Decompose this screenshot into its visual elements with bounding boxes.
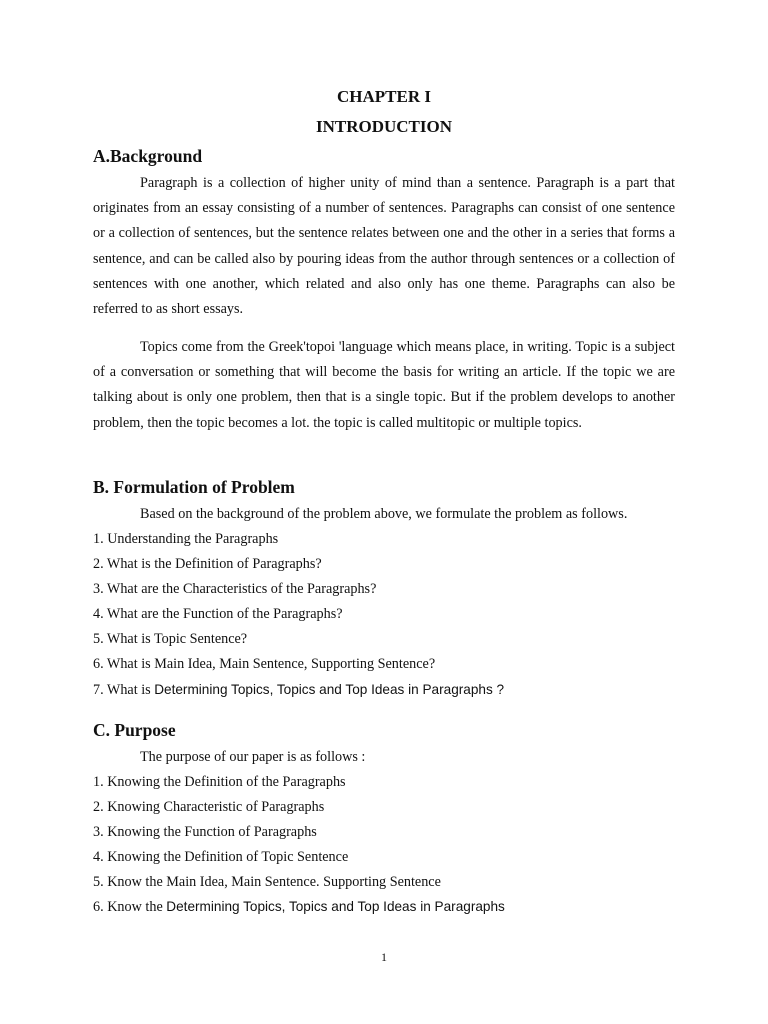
formulation-item-2: 2. What is the Definition of Paragraphs? <box>93 556 322 572</box>
purpose-item-1: 1. Knowing the Definition of the Paragraphs <box>93 774 346 790</box>
formulation-item-6: 6. What is Main Idea, Main Sentence, Supporting Sentence? <box>93 656 436 672</box>
purpose-item-5: 5. Know the Main Idea, Main Sentence. Supporting Sentence <box>93 874 441 890</box>
purpose-item-3: 3. Knowing the Function of Paragraphs <box>93 824 317 840</box>
formulation-intro: Based on the background of the problem above, we formulate the problem as follows. <box>140 506 628 522</box>
chapter-title: INTRODUCTION <box>315 117 453 136</box>
formulation-item-7-topic: Determining Topics, Topics and Top Ideas in Paragraphs ? <box>154 682 505 697</box>
formulation-item-5: 5. What is Topic Sentence? <box>93 631 248 647</box>
chapter-number: CHAPTER I <box>337 87 431 106</box>
background-paragraph-2: Topics come from the Greek'topoi 'language which means place, in writing. Topic is a subject of a conversation or something that will become the basis for writing an article. If the topic we are talking about is only one problem, then that is a single topic. But if the problem develops to another problem, then the topic becomes a lot. the topic is called multitopic or multiple topics. <box>93 339 675 431</box>
purpose-item-6 <box>93 899 505 916</box>
purpose-heading: C. Purpose <box>93 720 176 740</box>
formulation-item-3: 3. What are the Characteristics of the Paragraphs? <box>93 581 377 597</box>
purpose-item-2: 2. Knowing Characteristic of Paragraphs <box>93 799 325 815</box>
purpose-intro: The purpose of our paper is as follows : <box>140 749 366 765</box>
formulation-item-4: 4. What are the Function of the Paragraphs? <box>93 606 343 622</box>
background-paragraph-1: Paragraph is a collection of higher unity of mind than a sentence. Paragraph is a part that originates from an essay consisting of a number of sentences. Paragraphs can consist of one sentence or a collection of sentences, but the sentence relates between one and the other in a series that forms a sentence, and can be called also by pouring ideas from the author through sentences or a collection of sentences with one another, which related and also only has one theme. Paragraphs can also be referred to as short essays. <box>93 175 675 318</box>
page-number: 1 <box>381 950 387 964</box>
purpose-item-6-prefix: 6. Know the <box>93 899 167 915</box>
purpose-item-6-topic: Determining Topics, Topics and Top Ideas in Paragraphs <box>166 899 505 914</box>
formulation-heading: B. Formulation of Problem <box>93 477 295 497</box>
formulation-item-1: 1. Understanding the Paragraphs <box>93 531 279 547</box>
formulation-item-7 <box>93 682 504 699</box>
background-heading: A.Background <box>93 146 203 166</box>
formulation-item-7-prefix: 7. What is <box>93 682 155 698</box>
purpose-item-4: 4. Knowing the Definition of Topic Sentence <box>93 849 349 865</box>
